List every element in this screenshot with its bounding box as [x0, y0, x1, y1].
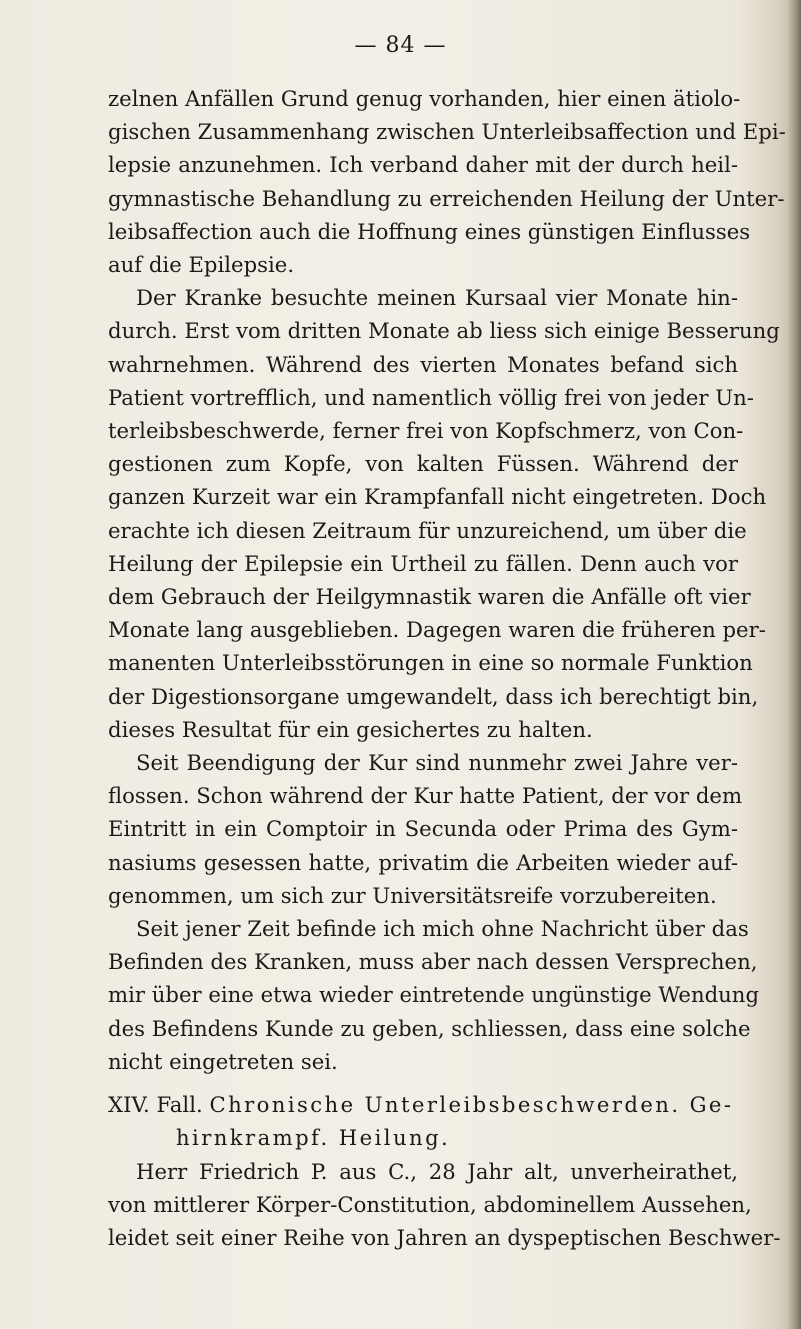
text-line: mir über eine etwa wieder eintretende ungünstige Wendung — [108, 982, 760, 1008]
text-line: durch. Erst vom dritten Monate ab liess sich einige Besserung — [108, 318, 780, 344]
text-line: Seit jener Zeit befinde ich mich ohne Nachricht über das — [136, 916, 749, 942]
text-line: leidet seit einer Reihe von Jahren an dyspeptischen Beschwer- — [108, 1224, 781, 1250]
text-line: Patient vortrefflich, und namentlich völlig frei von jeder Un- — [108, 384, 754, 410]
section-gap — [108, 1078, 738, 1088]
text-line: gischen Zusammenhang zwischen Unterleibsaffection und Epi- — [108, 119, 786, 145]
text-line: dieses Resultat für ein gesichertes zu halten. — [108, 716, 593, 742]
text-line: Der Kranke besuchte meinen Kursaal vier Monate hin- — [136, 285, 738, 311]
case-heading-line-2 — [108, 1121, 738, 1154]
paragraph-3 — [108, 746, 743, 912]
case-paragraph — [108, 1155, 781, 1255]
text-line: leibsaffection auch die Hoffnung eines günstigen Einflusses — [108, 218, 751, 244]
text-line: gymnastische Behandlung zu erreichenden Heilung der Unter- — [108, 185, 785, 211]
text-line: wahrnehmen. Während des vierten Monates befand sich — [108, 351, 738, 377]
text-line: Heilung der Epilepsie ein Urtheil zu fällen. Denn auch vor — [108, 550, 738, 576]
text-line: ganzen Kurzeit war ein Krampfanfall nicht eingetreten. Doch — [108, 484, 767, 510]
text-line: manenten Unterleibsstörungen in eine so normale Funktion — [108, 650, 753, 676]
case-heading — [108, 1088, 738, 1154]
text-line: Herr Friedrich P. aus C., 28 Jahr alt, unverheirathet, — [136, 1158, 738, 1184]
case-label: XIV. Fall. — [108, 1092, 203, 1118]
text-line: der Digestionsorgane umgewandelt, dass ich berechtigt bin, — [108, 683, 759, 709]
text-line: zelnen Anfällen Grund genug vorhanden, hier einen ätiolo- — [108, 86, 741, 111]
text-line: Monate lang ausgeblieben. Dagegen waren die früheren per- — [108, 617, 766, 643]
text-line: gestionen zum Kopfe, von kalten Füssen. Während der — [108, 451, 738, 477]
text-line: nicht eingetreten sei. — [108, 1048, 338, 1074]
text-line: terleibsbeschwerde, ferner frei von Kopfschmerz, von Con- — [108, 418, 744, 444]
text-line: erachte ich diesen Zeitraum für unzureichend, um über die — [108, 517, 747, 543]
case-heading-line-1 — [108, 1088, 738, 1121]
text-line: von mittlerer Körper-Constitution, abdominellem Aussehen, — [108, 1191, 752, 1217]
page-edge-shadow — [787, 0, 801, 1329]
text-line: Seit Beendigung der Kur sind nunmehr zwei Jahre ver- — [136, 750, 738, 776]
text-line: Befinden des Kranken, muss aber nach dessen Versprechen, — [108, 949, 758, 975]
body-text — [108, 82, 786, 1254]
text-line: Eintritt in ein Comptoir in Secunda oder Prima des Gym- — [108, 816, 738, 842]
text-line: flossen. Schon während der Kur hatte Patient, der vor dem — [108, 783, 743, 809]
text-line: nasiums gesessen hatte, privatim die Arbeiten wieder auf- — [108, 849, 738, 875]
paragraph-1 — [108, 82, 786, 281]
text-line: lepsie anzunehmen. Ich verband daher mit der durch heil- — [108, 152, 738, 178]
text-line: auf die Epilepsie. — [108, 252, 295, 278]
paragraph-4 — [108, 912, 760, 1078]
text-line: des Befindens Kunde zu geben, schliessen, dass eine solche — [108, 1015, 751, 1041]
text-line: dem Gebrauch der Heilgymnastik waren die Anfälle oft vier — [108, 584, 751, 610]
case-title-part-1: Chronische Unterleibsbeschwerden. Ge- — [209, 1092, 734, 1118]
page-number: — 84 — — [354, 33, 447, 58]
text-line: genommen, um sich zur Universitätsreife vorzubereiten. — [108, 882, 717, 908]
paragraph-2 — [108, 281, 780, 746]
case-title-part-2: hirnkrampf. Heilung. — [176, 1125, 451, 1151]
